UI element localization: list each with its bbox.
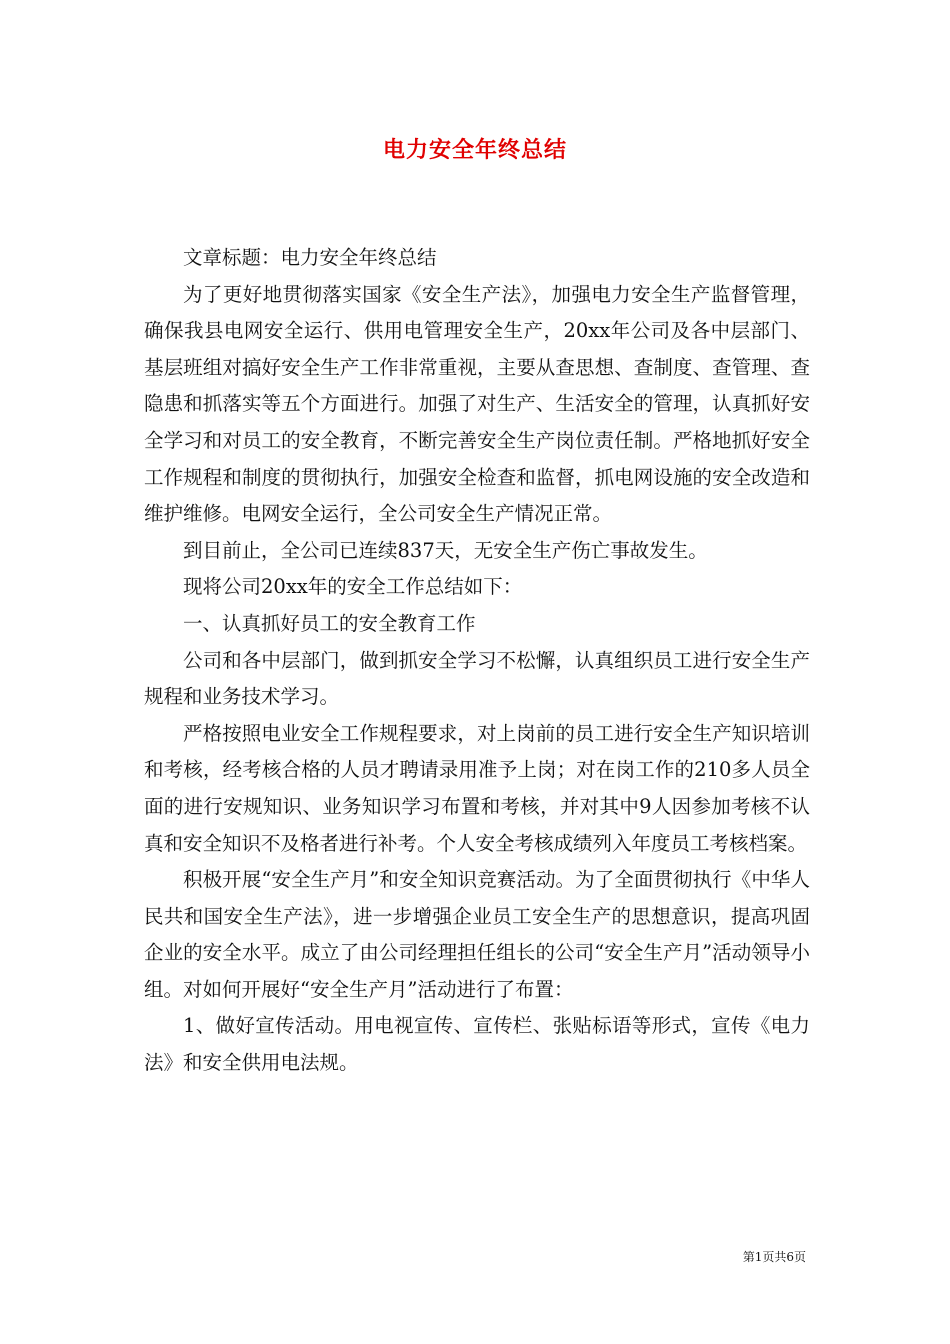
section-heading-1: 一、认真抓好员工的安全教育工作 bbox=[183, 611, 476, 635]
safety-record-paragraph: 到目前止，全公司已连续837天，无安全生产伤亡事故发生。 bbox=[183, 538, 708, 562]
page-number-label: 第1页共6页 bbox=[742, 1250, 806, 1264]
page-number-footer bbox=[743, 1248, 806, 1265]
publicity-paragraph: 1、做好宣传活动。用电视宣传、宣传栏、张贴标语等形式，宣传《电力法》和安全供用电法规。 bbox=[144, 1014, 810, 1075]
summary-lead-paragraph: 现将公司20xx年的安全工作总结如下： bbox=[183, 575, 523, 599]
article-title-line: 文章标题：电力安全年终总结 bbox=[183, 246, 437, 269]
intro-paragraph: 为了更好地贯彻落实国家《安全生产法》，加强电力安全生产监督管理，确保我县电网安全运行、供用电管理安全生产，20xx年公司及各中层部门、基层班组对搞好安全生产工作非常重视，主要从查思想、查制度、查管理、查隐患和抓落实等五个方面进行。加强了对生产、生活安全的管理，认真抓好安全学习和对员工的安全教育，不断完善安全生产岗位责任制。严格地抓好安全工作规程和制度的贯彻执行，加强安全检查和监督，抓电网设施的安全改造和维护维修。电网安全运行，全公司安全生产情况正常。 bbox=[144, 282, 810, 526]
document-body bbox=[144, 240, 810, 1082]
document-title: 电力安全年终总结 bbox=[382, 137, 567, 163]
study-paragraph: 公司和各中层部门，做到抓安全学习不松懈，认真组织员工进行安全生产规程和业务技术学习。 bbox=[144, 648, 810, 709]
training-paragraph: 严格按照电业安全工作规程要求，对上岗前的员工进行安全生产知识培训和考核，经考核合格的人员才聘请录用准予上岗；对在岗工作的210多人员全面的进行安规知识、业务知识学习布置和考核，并对其中9人因参加考核不认真和安全知识不及格者进行补考。个人安全考核成绩列入年度员工考核档案。 bbox=[144, 721, 810, 855]
safety-month-paragraph: 积极开展“安全生产月”和安全知识竞赛活动。为了全面贯彻执行《中华人民共和国安全生产法》，进一步增强企业员工安全生产的思想意识，提高巩固企业的安全水平。成立了由公司经理担任组长的公司“安全生产月”活动领导小组。对如何开展好“安全生产月”活动进行了布置： bbox=[144, 868, 810, 1001]
